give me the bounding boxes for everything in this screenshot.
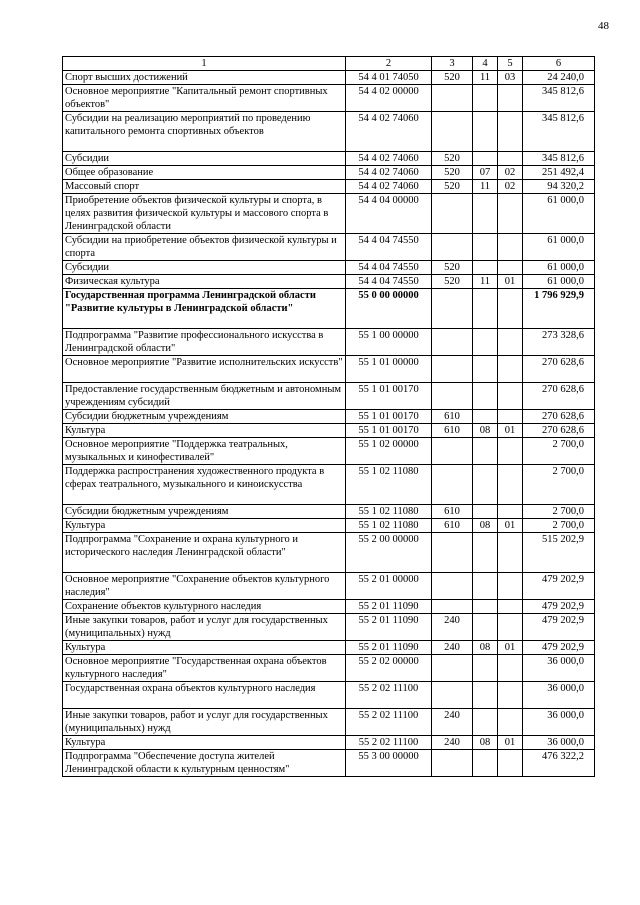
table-row bbox=[63, 424, 595, 438]
row-expense-type bbox=[432, 289, 473, 329]
header-col-5: 5 bbox=[498, 57, 523, 71]
table-row bbox=[63, 85, 595, 112]
row-expense-type bbox=[432, 438, 473, 465]
row-code: 55 1 01 00170 bbox=[346, 383, 432, 410]
row-code: 54 4 02 74060 bbox=[346, 180, 432, 194]
row-subsection bbox=[498, 465, 523, 505]
row-amount: 1 796 929,9 bbox=[523, 289, 595, 329]
row-section bbox=[473, 614, 498, 641]
row-code: 55 2 01 11090 bbox=[346, 641, 432, 655]
header-row bbox=[63, 57, 595, 71]
row-code: 54 4 01 74050 bbox=[346, 71, 432, 85]
row-name: Общее образование bbox=[63, 166, 346, 180]
row-amount: 479 202,9 bbox=[523, 573, 595, 600]
row-amount: 345 812,6 bbox=[523, 112, 595, 152]
row-subsection bbox=[498, 533, 523, 573]
row-amount: 36 000,0 bbox=[523, 709, 595, 736]
row-name: Государственная программа Ленинградской области "Развитие культуры в Ленинградской области" bbox=[63, 289, 346, 329]
row-amount: 251 492,4 bbox=[523, 166, 595, 180]
row-section bbox=[473, 465, 498, 505]
row-section bbox=[473, 709, 498, 736]
row-expense-type bbox=[432, 329, 473, 356]
row-code: 54 4 02 74060 bbox=[346, 112, 432, 152]
row-code: 54 4 02 74060 bbox=[346, 166, 432, 180]
row-section: 08 bbox=[473, 424, 498, 438]
row-code: 55 2 01 11090 bbox=[346, 600, 432, 614]
table-row bbox=[63, 383, 595, 410]
row-expense-type bbox=[432, 655, 473, 682]
row-expense-type bbox=[432, 356, 473, 383]
row-section bbox=[473, 194, 498, 234]
table-row bbox=[63, 533, 595, 573]
table-row bbox=[63, 180, 595, 194]
row-expense-type: 610 bbox=[432, 519, 473, 533]
row-expense-type bbox=[432, 750, 473, 777]
row-expense-type: 240 bbox=[432, 709, 473, 736]
row-name: Подпрограмма "Обеспечение доступа жителей Ленинградской области к культурным ценностям" bbox=[63, 750, 346, 777]
row-expense-type: 520 bbox=[432, 166, 473, 180]
row-section: 07 bbox=[473, 166, 498, 180]
row-expense-type bbox=[432, 682, 473, 709]
table-row bbox=[63, 438, 595, 465]
row-section bbox=[473, 329, 498, 356]
row-code: 55 3 00 00000 bbox=[346, 750, 432, 777]
table-row bbox=[63, 655, 595, 682]
row-subsection bbox=[498, 112, 523, 152]
row-name: Субсидии bbox=[63, 261, 346, 275]
row-code: 55 2 00 00000 bbox=[346, 533, 432, 573]
table-row bbox=[63, 519, 595, 533]
row-expense-type: 610 bbox=[432, 410, 473, 424]
row-code: 55 2 01 11090 bbox=[346, 614, 432, 641]
table-row bbox=[63, 71, 595, 85]
row-subsection: 02 bbox=[498, 166, 523, 180]
row-expense-type: 240 bbox=[432, 614, 473, 641]
header-col-3: 3 bbox=[432, 57, 473, 71]
table-row bbox=[63, 410, 595, 424]
table-row bbox=[63, 505, 595, 519]
row-expense-type bbox=[432, 85, 473, 112]
row-subsection bbox=[498, 85, 523, 112]
row-section bbox=[473, 573, 498, 600]
row-code: 55 1 02 11080 bbox=[346, 465, 432, 505]
row-subsection bbox=[498, 383, 523, 410]
row-expense-type: 610 bbox=[432, 424, 473, 438]
row-code: 54 4 04 74550 bbox=[346, 234, 432, 261]
row-subsection: 01 bbox=[498, 424, 523, 438]
row-expense-type bbox=[432, 194, 473, 234]
row-amount: 270 628,6 bbox=[523, 356, 595, 383]
row-name: Подпрограмма "Развитие профессионального искусства в Ленинградской области" bbox=[63, 329, 346, 356]
row-section bbox=[473, 152, 498, 166]
row-section bbox=[473, 655, 498, 682]
row-subsection bbox=[498, 234, 523, 261]
row-amount: 94 320,2 bbox=[523, 180, 595, 194]
row-subsection: 01 bbox=[498, 519, 523, 533]
row-code: 55 1 02 11080 bbox=[346, 519, 432, 533]
table-row bbox=[63, 112, 595, 152]
row-name: Основное мероприятие "Сохранение объектов культурного наследия" bbox=[63, 573, 346, 600]
row-expense-type: 520 bbox=[432, 275, 473, 289]
table-row bbox=[63, 166, 595, 180]
row-amount: 2 700,0 bbox=[523, 465, 595, 505]
row-name: Субсидии бюджетным учреждениям bbox=[63, 410, 346, 424]
row-amount: 36 000,0 bbox=[523, 736, 595, 750]
row-name: Основное мероприятие "Государственная охрана объектов культурного наследия" bbox=[63, 655, 346, 682]
row-code: 55 1 01 00170 bbox=[346, 424, 432, 438]
table-row bbox=[63, 289, 595, 329]
row-section bbox=[473, 750, 498, 777]
row-code: 55 0 00 00000 bbox=[346, 289, 432, 329]
row-name: Сохранение объектов культурного наследия bbox=[63, 600, 346, 614]
row-amount: 36 000,0 bbox=[523, 655, 595, 682]
row-name: Культура bbox=[63, 519, 346, 533]
row-expense-type: 240 bbox=[432, 736, 473, 750]
row-amount: 479 202,9 bbox=[523, 600, 595, 614]
row-expense-type bbox=[432, 573, 473, 600]
row-subsection: 01 bbox=[498, 641, 523, 655]
row-section: 08 bbox=[473, 519, 498, 533]
row-name: Культура bbox=[63, 424, 346, 438]
row-amount: 476 322,2 bbox=[523, 750, 595, 777]
row-amount: 273 328,6 bbox=[523, 329, 595, 356]
table-row bbox=[63, 234, 595, 261]
row-section bbox=[473, 533, 498, 573]
row-expense-type bbox=[432, 234, 473, 261]
table-row bbox=[63, 194, 595, 234]
row-subsection bbox=[498, 573, 523, 600]
row-name: Массовый спорт bbox=[63, 180, 346, 194]
row-section: 11 bbox=[473, 180, 498, 194]
row-name: Субсидии на реализацию мероприятий по проведению капитального ремонта спортивных объектов bbox=[63, 112, 346, 152]
row-expense-type bbox=[432, 383, 473, 410]
row-subsection bbox=[498, 194, 523, 234]
row-expense-type: 520 bbox=[432, 261, 473, 275]
row-name: Поддержка распространения художественного продукта в сферах театрального, музыкального и киноискусства bbox=[63, 465, 346, 505]
row-amount: 479 202,9 bbox=[523, 641, 595, 655]
row-section bbox=[473, 438, 498, 465]
header-col-6: 6 bbox=[523, 57, 595, 71]
row-code: 54 4 04 74550 bbox=[346, 261, 432, 275]
row-name: Основное мероприятие "Поддержка театральных, музыкальных и кинофестивалей" bbox=[63, 438, 346, 465]
page-number: 48 bbox=[598, 20, 609, 32]
row-amount: 61 000,0 bbox=[523, 234, 595, 261]
row-section: 08 bbox=[473, 736, 498, 750]
row-name: Иные закупки товаров, работ и услуг для государственных (муниципальных) нужд bbox=[63, 709, 346, 736]
row-section bbox=[473, 410, 498, 424]
table-row bbox=[63, 614, 595, 641]
row-name: Физическая культура bbox=[63, 275, 346, 289]
row-name: Субсидии на приобретение объектов физической культуры и спорта bbox=[63, 234, 346, 261]
row-subsection bbox=[498, 682, 523, 709]
row-expense-type bbox=[432, 465, 473, 505]
row-name: Культура bbox=[63, 736, 346, 750]
row-code: 55 1 00 00000 bbox=[346, 329, 432, 356]
row-amount: 270 628,6 bbox=[523, 424, 595, 438]
row-code: 54 4 02 74060 bbox=[346, 152, 432, 166]
row-code: 54 4 04 00000 bbox=[346, 194, 432, 234]
row-code: 54 4 02 00000 bbox=[346, 85, 432, 112]
row-subsection: 01 bbox=[498, 736, 523, 750]
row-code: 54 4 04 74550 bbox=[346, 275, 432, 289]
row-expense-type: 520 bbox=[432, 180, 473, 194]
row-amount: 61 000,0 bbox=[523, 261, 595, 275]
table-row bbox=[63, 682, 595, 709]
row-amount: 36 000,0 bbox=[523, 682, 595, 709]
table-row bbox=[63, 465, 595, 505]
row-section bbox=[473, 682, 498, 709]
row-section bbox=[473, 600, 498, 614]
row-expense-type bbox=[432, 600, 473, 614]
table-row bbox=[63, 736, 595, 750]
row-section bbox=[473, 261, 498, 275]
row-name: Субсидии bbox=[63, 152, 346, 166]
row-section bbox=[473, 289, 498, 329]
row-amount: 24 240,0 bbox=[523, 71, 595, 85]
table-row bbox=[63, 329, 595, 356]
row-name: Субсидии бюджетным учреждениям bbox=[63, 505, 346, 519]
header-col-4: 4 bbox=[473, 57, 498, 71]
row-expense-type: 520 bbox=[432, 71, 473, 85]
row-subsection bbox=[498, 152, 523, 166]
row-subsection bbox=[498, 600, 523, 614]
row-subsection: 02 bbox=[498, 180, 523, 194]
row-amount: 61 000,0 bbox=[523, 275, 595, 289]
row-code: 55 1 01 00000 bbox=[346, 356, 432, 383]
row-subsection bbox=[498, 356, 523, 383]
row-code: 55 2 02 11100 bbox=[346, 709, 432, 736]
row-section: 11 bbox=[473, 275, 498, 289]
row-expense-type bbox=[432, 112, 473, 152]
row-subsection bbox=[498, 289, 523, 329]
row-amount: 345 812,6 bbox=[523, 152, 595, 166]
row-expense-type bbox=[432, 533, 473, 573]
row-name: Основное мероприятие "Капитальный ремонт спортивных объектов" bbox=[63, 85, 346, 112]
row-amount: 345 812,6 bbox=[523, 85, 595, 112]
row-amount: 2 700,0 bbox=[523, 519, 595, 533]
row-name: Подпрограмма "Сохранение и охрана культурного и исторического наследия Ленинградской области" bbox=[63, 533, 346, 573]
row-subsection bbox=[498, 410, 523, 424]
row-subsection: 03 bbox=[498, 71, 523, 85]
row-expense-type: 240 bbox=[432, 641, 473, 655]
row-amount: 2 700,0 bbox=[523, 505, 595, 519]
row-expense-type: 520 bbox=[432, 152, 473, 166]
row-subsection bbox=[498, 329, 523, 356]
row-name: Приобретение объектов физической культуры и спорта, в целях развития физической культуры и массового спорта в Ленинградской области bbox=[63, 194, 346, 234]
table-row bbox=[63, 152, 595, 166]
row-code: 55 2 02 11100 bbox=[346, 682, 432, 709]
row-section bbox=[473, 234, 498, 261]
row-subsection bbox=[498, 438, 523, 465]
table-row bbox=[63, 600, 595, 614]
row-name: Культура bbox=[63, 641, 346, 655]
table-row bbox=[63, 750, 595, 777]
row-name: Предоставление государственным бюджетным и автономным учреждениям субсидий bbox=[63, 383, 346, 410]
row-code: 55 2 02 00000 bbox=[346, 655, 432, 682]
row-section: 08 bbox=[473, 641, 498, 655]
row-code: 55 2 02 11100 bbox=[346, 736, 432, 750]
table-row bbox=[63, 356, 595, 383]
row-code: 55 1 02 11080 bbox=[346, 505, 432, 519]
budget-table bbox=[62, 56, 595, 777]
row-name: Основное мероприятие "Развитие исполнительских искусств" bbox=[63, 356, 346, 383]
table-row bbox=[63, 709, 595, 736]
row-section: 11 bbox=[473, 71, 498, 85]
row-section bbox=[473, 383, 498, 410]
row-subsection bbox=[498, 750, 523, 777]
row-amount: 61 000,0 bbox=[523, 194, 595, 234]
header-col-2: 2 bbox=[346, 57, 432, 71]
row-section bbox=[473, 85, 498, 112]
row-name: Иные закупки товаров, работ и услуг для государственных (муниципальных) нужд bbox=[63, 614, 346, 641]
row-code: 55 1 01 00170 bbox=[346, 410, 432, 424]
row-subsection bbox=[498, 505, 523, 519]
header-col-1: 1 bbox=[63, 57, 346, 71]
table-row bbox=[63, 261, 595, 275]
row-subsection bbox=[498, 709, 523, 736]
row-section bbox=[473, 112, 498, 152]
row-amount: 2 700,0 bbox=[523, 438, 595, 465]
row-subsection: 01 bbox=[498, 275, 523, 289]
row-expense-type: 610 bbox=[432, 505, 473, 519]
row-section bbox=[473, 505, 498, 519]
row-amount: 270 628,6 bbox=[523, 410, 595, 424]
row-amount: 270 628,6 bbox=[523, 383, 595, 410]
row-subsection bbox=[498, 261, 523, 275]
row-section bbox=[473, 356, 498, 383]
table-row bbox=[63, 641, 595, 655]
row-code: 55 2 01 00000 bbox=[346, 573, 432, 600]
row-amount: 479 202,9 bbox=[523, 614, 595, 641]
row-code: 55 1 02 00000 bbox=[346, 438, 432, 465]
row-name: Государственная охрана объектов культурного наследия bbox=[63, 682, 346, 709]
row-subsection bbox=[498, 655, 523, 682]
row-amount: 515 202,9 bbox=[523, 533, 595, 573]
table-row bbox=[63, 275, 595, 289]
row-subsection bbox=[498, 614, 523, 641]
table-row bbox=[63, 573, 595, 600]
row-name: Спорт высших достижений bbox=[63, 71, 346, 85]
